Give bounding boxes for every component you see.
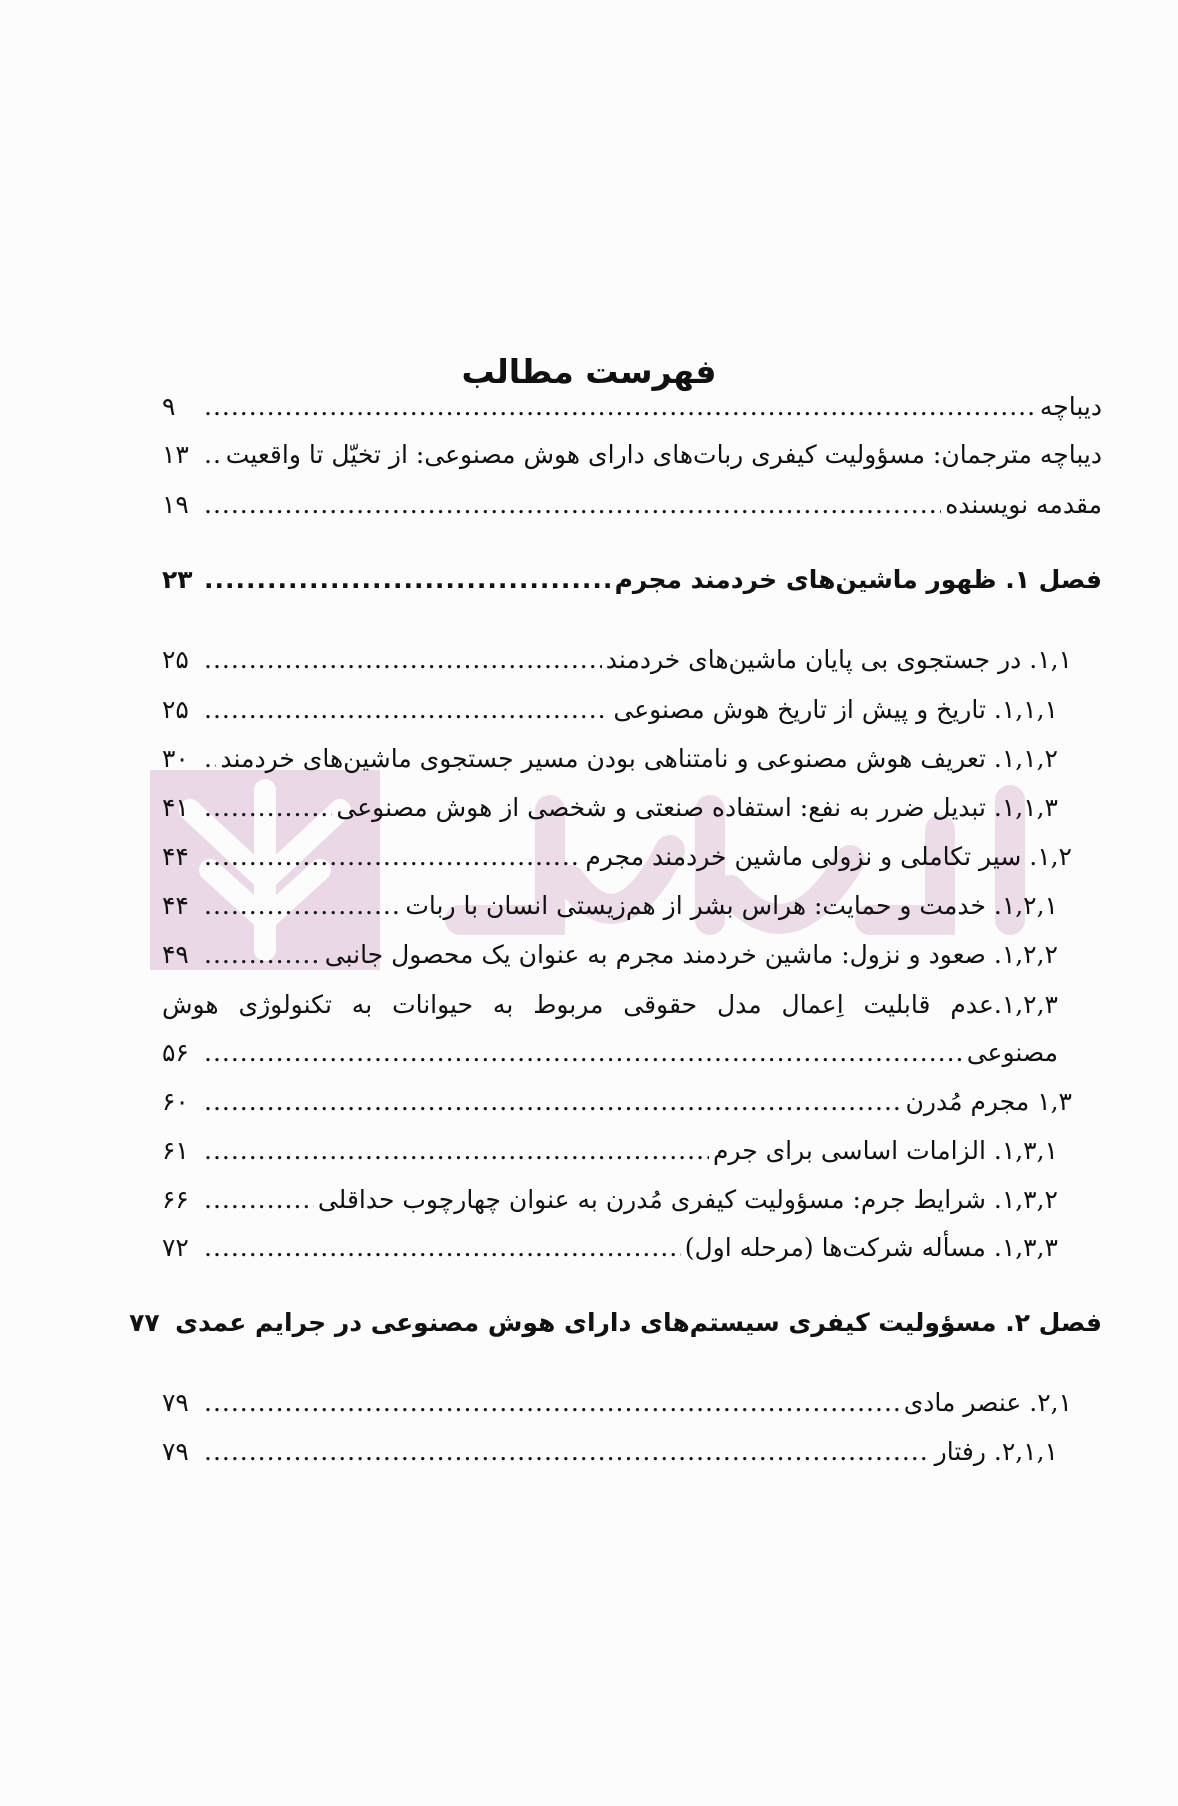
toc-entry[interactable]: ۱,۱,۲. تعریف هوش مصنوعی و نامتناهی بودن مسیر جستجوی ماشین‌های خردمند ..... ۳۰ bbox=[162, 744, 1058, 788]
toc-entry[interactable]: ۱,۲. سیر تکاملی و نزولی ماشین خردمند مجرم ..... ۴۴ bbox=[162, 842, 1072, 886]
toc-entry[interactable]: ۱,۱. در جستجوی بی پایان ماشین‌های خردمند ..... ۲۵ bbox=[162, 645, 1072, 689]
leader-dots bbox=[204, 1185, 314, 1214]
toc-entry[interactable]: ۱,۳,۱. الزامات اساسی برای جرم ..... ۶۱ bbox=[162, 1136, 1058, 1180]
leader-dots bbox=[204, 440, 222, 469]
leader-dots bbox=[204, 793, 332, 822]
leader-dots bbox=[204, 1087, 902, 1116]
toc-entry[interactable]: دیباچه مترجمان: مسؤولیت کیفری ربات‌های دارای هوش مصنوعی: از تخیّل تا واقعیت ..... ۱۳ bbox=[162, 440, 1102, 484]
leader-dots bbox=[204, 1038, 963, 1067]
leader-dots bbox=[204, 1233, 681, 1262]
toc-chapter[interactable]: فصل ۲. مسؤولیت کیفری سیستم‌های دارای هوش مصنوعی در جرایم عمدی ۷۷ bbox=[129, 1308, 1102, 1337]
leader-dots bbox=[204, 1136, 709, 1165]
page-title: فهرست مطالب bbox=[461, 352, 717, 391]
toc-entry[interactable]: مقدمه نویسنده ..... ۱۹ bbox=[162, 490, 1102, 534]
leader-dots bbox=[204, 940, 321, 969]
toc-entry[interactable]: ۱,۲,۲. صعود و نزول: ماشین خردمند مجرم به عنوان یک محصول جانبی ..... ۴۹ bbox=[162, 940, 1058, 984]
leader-dots bbox=[204, 891, 401, 920]
toc-entry[interactable]: ۲,۱,۱. رفتار ..... ۷۹ bbox=[162, 1437, 1058, 1481]
toc-entry[interactable]: ۲,۱. عنصر مادی ..... ۷۹ bbox=[162, 1388, 1072, 1432]
toc-entry[interactable]: ۱,۳,۲. شرایط جرم: مسؤولیت کیفری مُدرن به عنوان چهارچوب حداقلی ..... ۶۶ bbox=[162, 1185, 1058, 1229]
toc-entry[interactable]: ۱,۳,۳. مسأله شرکت‌ها (مرحله اول) ..... ۷۲ bbox=[162, 1233, 1058, 1277]
leader-dots bbox=[204, 392, 1036, 421]
toc-entry[interactable]: ۱,۲,۱. خدمت و حمایت: هراس بشر از هم‌زیستی انسان با ربات ..... ۴۴ bbox=[162, 891, 1058, 935]
toc-entry[interactable]: دیباچه ..... ۹ bbox=[162, 392, 1102, 436]
toc-entry[interactable]: ۱,۱,۱. تاریخ و پیش از تاریخ هوش مصنوعی ..... ۲۵ bbox=[162, 695, 1058, 739]
toc-entry[interactable]: ۱,۳ مجرم مُدرن ..... ۶۰ bbox=[162, 1087, 1072, 1131]
toc-entry-continuation[interactable]: مصنوعی ..... ۵۶ bbox=[162, 1038, 1058, 1082]
leader-dots bbox=[204, 1437, 931, 1466]
leader-dots bbox=[204, 490, 941, 519]
leader-dots bbox=[204, 565, 611, 594]
toc-entry-line1[interactable]: ۱,۲,۳.عدم قابلیت اِعمال مدل حقوقی مربوط به حیوانات به تکنولوژی هوش bbox=[162, 990, 1058, 1019]
toc-chapter[interactable]: فصل ۱. ظهور ماشین‌های خردمند مجرم ..... ۲۳ bbox=[162, 565, 1102, 609]
leader-dots bbox=[204, 645, 602, 674]
leader-dots bbox=[204, 1388, 900, 1417]
toc-entry[interactable]: ۱,۱,۳. تبدیل ضرر به نفع: استفاده صنعتی و شخصی از هوش مصنوعی ..... ۴۱ bbox=[162, 793, 1058, 837]
leader-dots bbox=[204, 744, 216, 773]
leader-dots bbox=[204, 695, 609, 724]
leader-dots bbox=[204, 842, 581, 871]
